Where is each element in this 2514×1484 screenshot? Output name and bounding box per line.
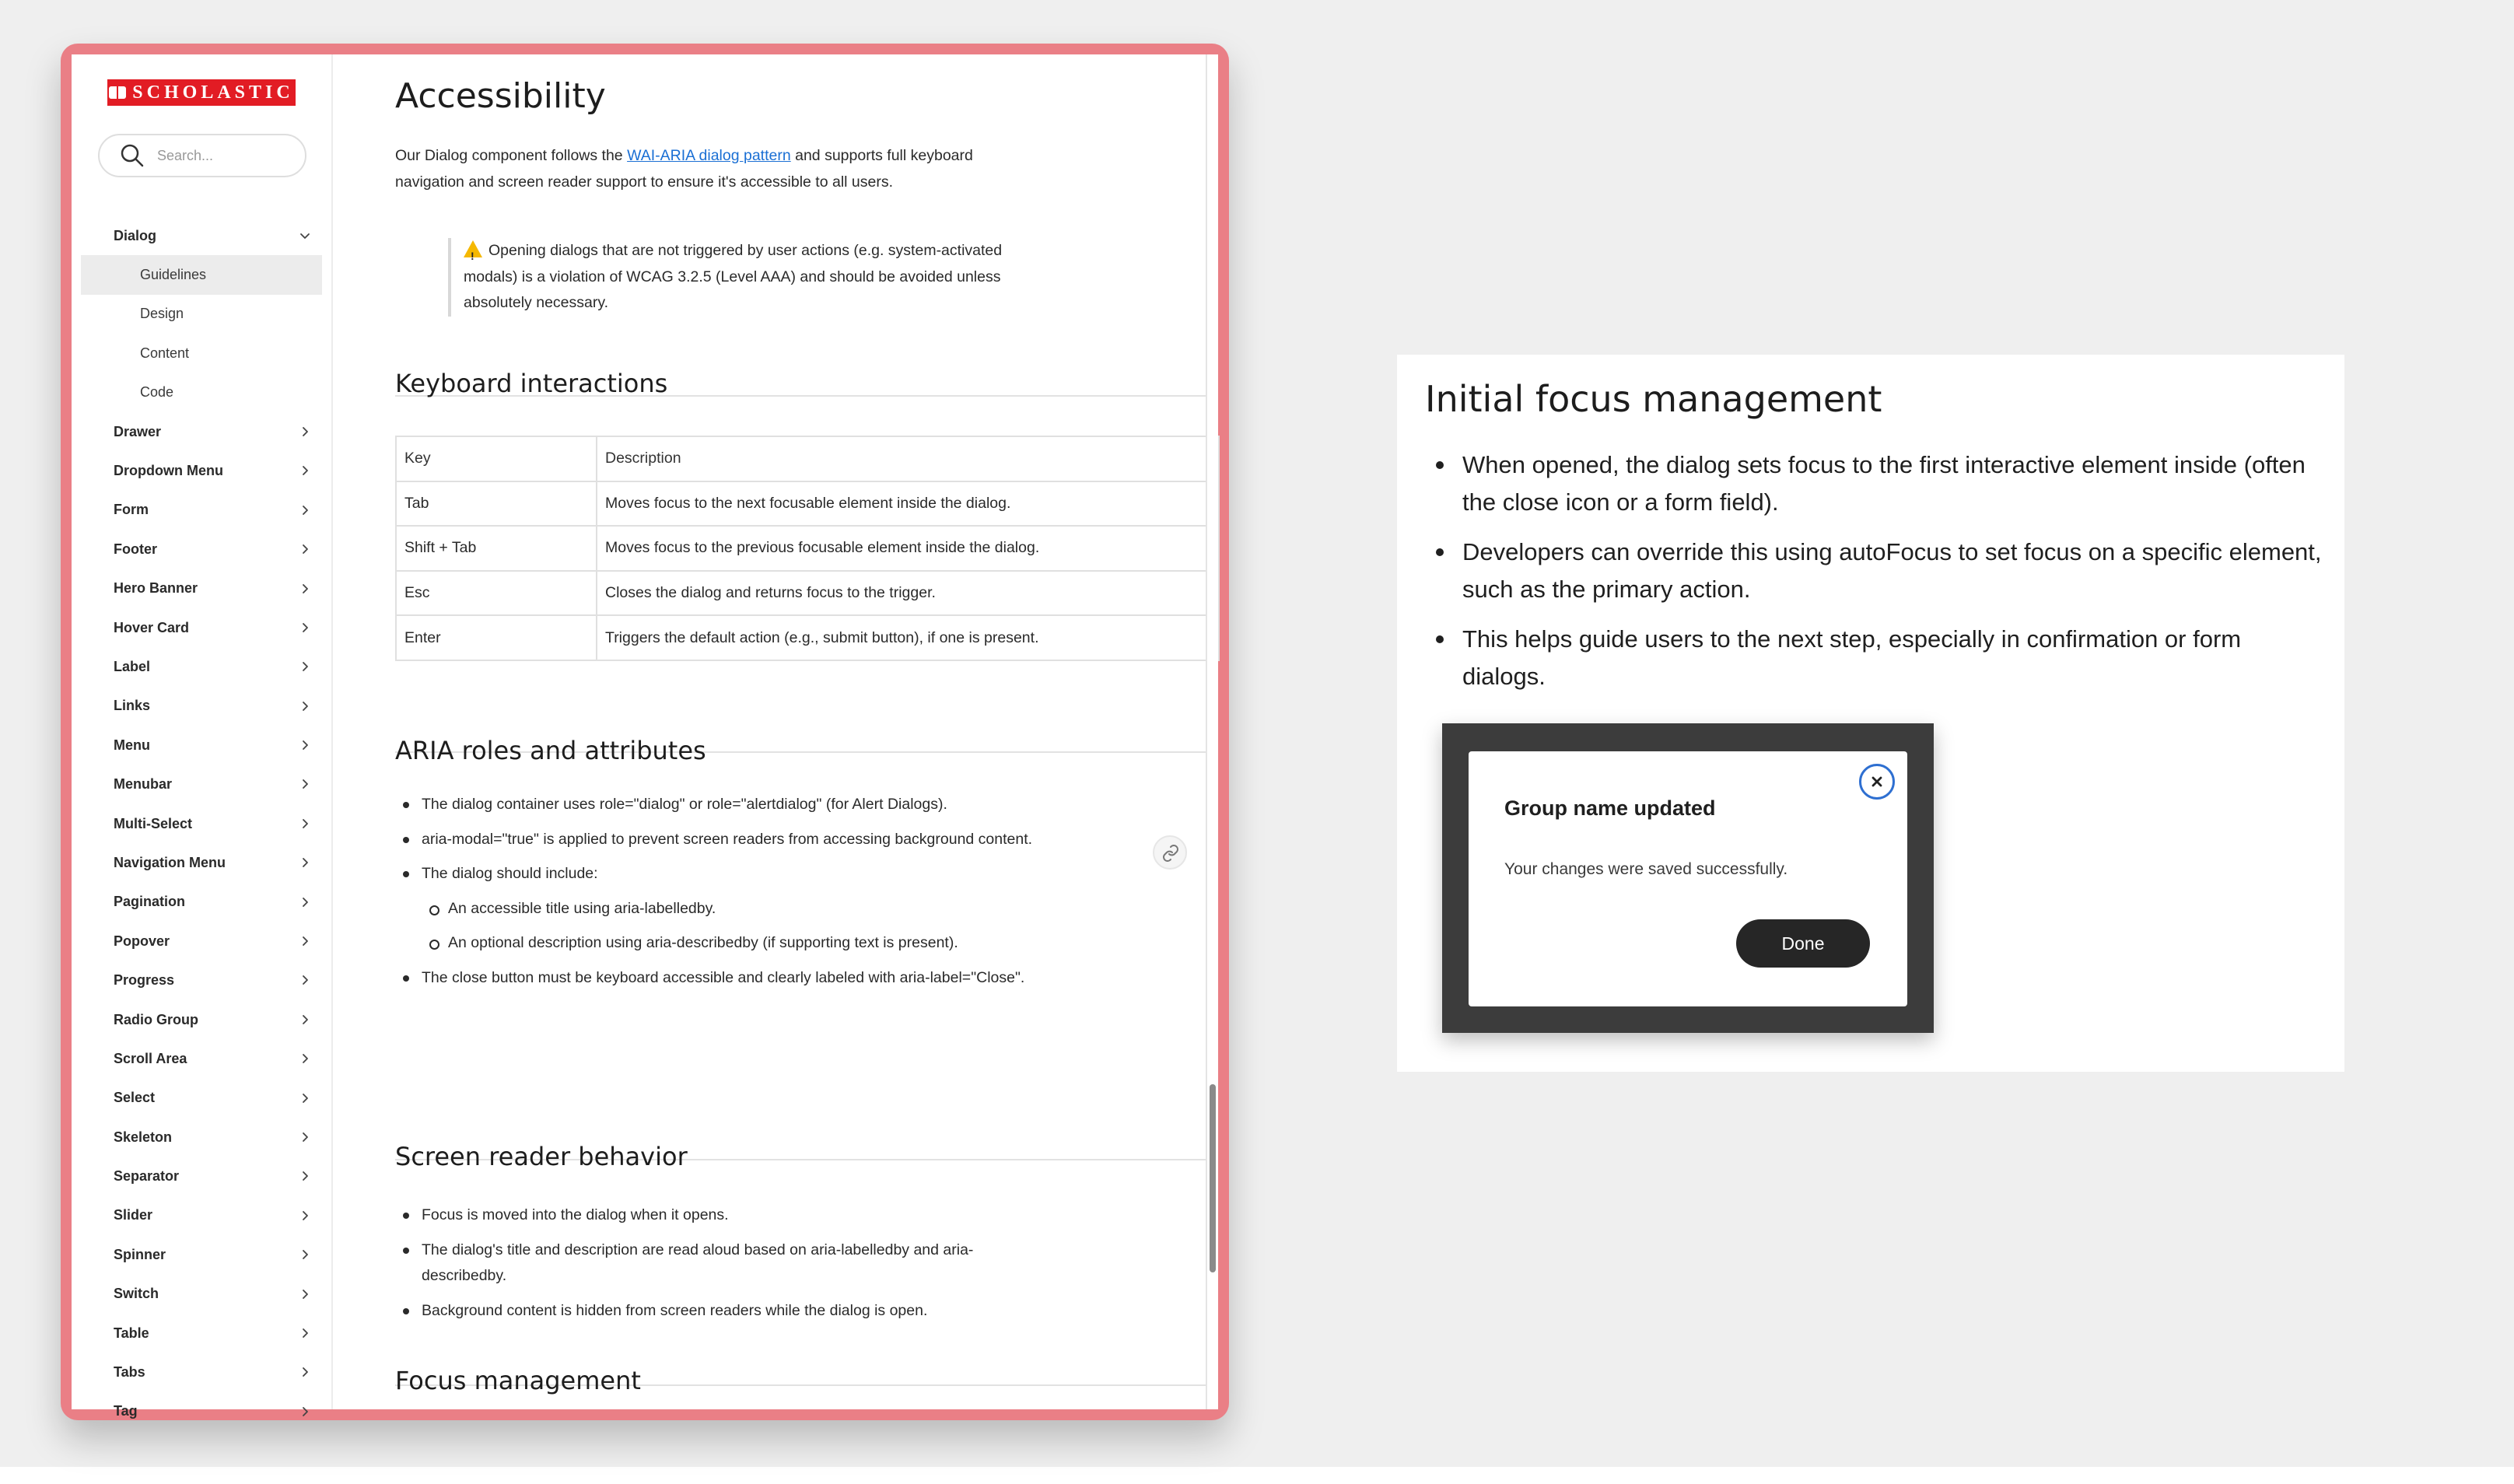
screen-reader-list	[395, 1202, 1033, 1332]
sidebar-item-spinner[interactable]	[72, 1235, 331, 1274]
sidebar-item-links[interactable]	[72, 687, 331, 726]
dialog-title: Group name updated	[1504, 796, 1716, 820]
sidebar-item-label: Pagination	[114, 894, 186, 910]
chevron-right-icon	[299, 1131, 311, 1143]
sidebar	[72, 54, 333, 1419]
chevron-right-icon	[299, 856, 311, 869]
sidebar-item-label: Radio Group	[114, 1011, 198, 1027]
done-button[interactable]: Done	[1736, 919, 1870, 968]
chevron-right-icon	[299, 425, 311, 438]
aria-list	[395, 792, 1033, 999]
sidebar-item-dialog[interactable]	[72, 216, 331, 255]
sidebar-item-label: Table	[114, 1325, 149, 1341]
table-row	[396, 481, 1219, 527]
list-item: The dialog container uses role="dialog" or role="alertdialog" (for Alert Dialogs).	[395, 792, 1033, 818]
list-item: Developers can override this using autoFocus to set focus on a specific element, such as the primary action.	[1425, 534, 2327, 608]
sidebar-item-label: Links	[114, 698, 151, 714]
description-cell: Triggers the default action (e.g., submit button), if one is present.	[597, 615, 1219, 660]
callout-text: Opening dialogs that are not triggered by user actions (e.g. system-activated modals) is a violation of WCAG 3.2.5 (Level AAA) and should be avoided unless absolutely necessary.	[464, 242, 1003, 311]
chevron-right-icon	[299, 1209, 311, 1222]
key-cell: Tab	[396, 481, 597, 527]
sidebar-item-tag[interactable]	[72, 1392, 331, 1431]
sidebar-nav	[72, 216, 331, 1431]
search-input[interactable]	[157, 148, 297, 164]
list-item: An optional description using aria-describedby (if supporting text is present).	[395, 930, 1033, 957]
sidebar-item-label[interactable]	[72, 647, 331, 686]
wai-aria-link[interactable]: WAI-ARIA dialog pattern	[627, 147, 791, 164]
sidebar-item-label: Dialog	[114, 227, 157, 243]
chevron-right-icon	[299, 543, 311, 555]
search-box[interactable]	[98, 134, 306, 177]
key-cell: Enter	[396, 615, 597, 660]
chevron-right-icon	[299, 778, 311, 790]
focus-card	[1397, 355, 2344, 1072]
sidebar-item-menubar[interactable]	[72, 765, 331, 803]
sidebar-item-design[interactable]	[72, 295, 331, 334]
sidebar-item-select[interactable]	[72, 1079, 331, 1118]
key-cell: Esc	[396, 571, 597, 616]
scrollbar-thumb[interactable]	[1210, 1084, 1216, 1272]
sidebar-item-skeleton[interactable]	[72, 1118, 331, 1157]
dialog-close-button[interactable]	[1859, 764, 1895, 800]
sidebar-item-radio-group[interactable]	[72, 1000, 331, 1039]
warning-icon	[464, 240, 482, 257]
sidebar-item-popover[interactable]	[72, 922, 331, 961]
sidebar-item-slider[interactable]	[72, 1196, 331, 1235]
chevron-right-icon	[299, 621, 311, 634]
card-title: Initial focus management	[1425, 378, 1882, 420]
sidebar-item-label: Dropdown Menu	[114, 463, 223, 479]
column-header: Key	[396, 436, 597, 481]
dialog-preview	[1442, 723, 1934, 1033]
list-item: Focus is moved into the dialog when it opens.	[395, 1202, 1033, 1229]
intro-text-after: and supports full keyboard navigation and screen reader support to ensure it's accessible to all users.	[395, 147, 973, 191]
sidebar-item-label: Switch	[114, 1286, 159, 1302]
aria-heading: ARIA roles and attributes	[395, 736, 706, 765]
list-item: The dialog's title and description are read aloud based on aria-labelledby and aria-describedby.	[395, 1237, 1033, 1290]
sidebar-item-label: Tabs	[114, 1364, 145, 1381]
chevron-right-icon	[299, 1013, 311, 1026]
link-icon	[1161, 844, 1180, 863]
page-bottom-band	[0, 1467, 2514, 1484]
example-dialog	[1469, 751, 1907, 1006]
chevron-right-icon	[299, 817, 311, 830]
sidebar-item-label: Skeleton	[114, 1129, 173, 1145]
scrollbar[interactable]	[1206, 54, 1218, 1409]
table-row	[396, 615, 1219, 660]
chevron-right-icon	[299, 896, 311, 908]
sidebar-item-separator[interactable]	[72, 1157, 331, 1195]
chevron-right-icon	[299, 1092, 311, 1104]
sidebar-item-form[interactable]	[72, 491, 331, 530]
focus-heading: Focus management	[395, 1366, 641, 1395]
sidebar-item-pagination[interactable]	[72, 883, 331, 922]
chevron-right-icon	[299, 1248, 311, 1261]
sidebar-item-label: Scroll Area	[114, 1050, 187, 1066]
scholastic-logo[interactable]	[107, 79, 296, 106]
sidebar-item-label: Content	[140, 345, 190, 361]
keyboard-heading: Keyboard interactions	[395, 369, 668, 398]
sidebar-item-footer[interactable]	[72, 530, 331, 569]
card-list	[1425, 446, 2327, 708]
description-cell: Moves focus to the next focusable element inside the dialog.	[597, 481, 1219, 527]
docs-window	[72, 54, 1218, 1419]
sidebar-item-label: Hover Card	[114, 619, 190, 635]
intro-paragraph	[395, 143, 1002, 195]
sidebar-item-label: Hero Banner	[114, 580, 198, 597]
book-icon	[109, 86, 126, 99]
sidebar-item-label: Slider	[114, 1207, 153, 1223]
description-cell: Closes the dialog and returns focus to the trigger.	[597, 571, 1219, 616]
dialog-text: Your changes were saved successfully.	[1504, 860, 1788, 878]
chevron-right-icon	[299, 1288, 311, 1300]
sidebar-item-label: Tag	[114, 1403, 138, 1419]
table-row	[396, 526, 1219, 571]
sidebar-item-label: Spinner	[114, 1246, 166, 1262]
sidebar-item-menu[interactable]	[72, 726, 331, 765]
sidebar-item-label: Design	[140, 306, 184, 322]
sidebar-item-label: Menu	[114, 737, 150, 753]
chevron-right-icon	[299, 1327, 311, 1339]
list-item: An accessible title using aria-labelledby.	[395, 896, 1033, 922]
close-icon	[1869, 774, 1885, 789]
chevron-right-icon	[299, 974, 311, 986]
sidebar-item-label: Drawer	[114, 423, 162, 439]
sidebar-item-label: Separator	[114, 1168, 180, 1185]
sidebar-item-drawer[interactable]	[72, 412, 331, 451]
chevron-right-icon	[299, 660, 311, 673]
chevron-right-icon	[299, 1366, 311, 1378]
sidebar-item-label: Code	[140, 384, 174, 401]
sidebar-item-label: Footer	[114, 541, 157, 557]
sidebar-item-multi-select[interactable]	[72, 804, 331, 843]
search-icon	[120, 143, 145, 168]
logo-text: SCHOLASTIC	[132, 82, 294, 103]
table-row	[396, 571, 1219, 616]
list-item: Background content is hidden from screen readers while the dialog is open.	[395, 1298, 1033, 1325]
sidebar-item-hero-banner[interactable]	[72, 569, 331, 608]
chevron-down-icon	[299, 229, 311, 242]
list-item: The dialog should include:	[395, 861, 1033, 887]
sidebar-item-dropdown-menu[interactable]	[72, 451, 331, 490]
sidebar-item-label: Guidelines	[140, 267, 207, 283]
chevron-right-icon	[299, 583, 311, 595]
sidebar-item-label: Menubar	[114, 776, 173, 793]
sidebar-item-navigation-menu[interactable]	[72, 843, 331, 882]
sidebar-item-content[interactable]	[72, 334, 331, 373]
sidebar-item-guidelines[interactable]	[81, 255, 322, 294]
sidebar-item-label: Navigation Menu	[114, 854, 226, 870]
sidebar-item-scroll-area[interactable]	[72, 1039, 331, 1078]
browser-frame	[61, 44, 1229, 1420]
chevron-right-icon	[299, 739, 311, 751]
intro-text-before: Our Dialog component follows the	[395, 147, 628, 164]
sidebar-item-label: Popover	[114, 933, 170, 949]
warning-callout	[448, 238, 1047, 317]
chevron-right-icon	[299, 1052, 311, 1065]
list-item: aria-modal="true" is applied to prevent screen readers from accessing background content.	[395, 827, 1033, 853]
sidebar-item-label: Progress	[114, 972, 175, 989]
chevron-right-icon	[299, 1170, 311, 1182]
column-header: Description	[597, 436, 1219, 481]
description-cell: Moves focus to the previous focusable element inside the dialog.	[597, 526, 1219, 571]
sidebar-item-progress[interactable]	[72, 961, 331, 999]
sidebar-item-tabs[interactable]	[72, 1353, 331, 1391]
sidebar-item-label: Multi-Select	[114, 815, 193, 831]
list-item: The close button must be keyboard accessible and clearly labeled with aria-label="Close".	[395, 965, 1033, 992]
sidebar-item-table[interactable]	[72, 1314, 331, 1353]
key-cell: Shift + Tab	[396, 526, 597, 571]
chevron-right-icon	[299, 1405, 311, 1418]
sidebar-item-code[interactable]	[72, 373, 331, 412]
sidebar-item-label: Label	[114, 658, 151, 674]
chevron-right-icon	[299, 700, 311, 712]
table-header-row	[396, 436, 1219, 481]
list-item: This helps guide users to the next step, especially in confirmation or form dialogs.	[1425, 621, 2327, 695]
main-content	[333, 54, 1206, 1409]
keyboard-table	[395, 436, 1220, 661]
sidebar-item-label: Select	[114, 1090, 156, 1106]
sidebar-item-label: Form	[114, 502, 149, 518]
sidebar-item-hover-card[interactable]	[72, 608, 331, 647]
list-item: When opened, the dialog sets focus to the first interactive element inside (often the close icon or a form field).	[1425, 446, 2327, 521]
chevron-right-icon	[299, 504, 311, 516]
page-title: Accessibility	[395, 76, 606, 116]
chevron-right-icon	[299, 464, 311, 477]
sidebar-item-switch[interactable]	[72, 1275, 331, 1314]
chevron-right-icon	[299, 935, 311, 947]
anchor-link-button[interactable]	[1153, 835, 1187, 870]
screen-reader-heading: Screen reader behavior	[395, 1142, 688, 1171]
